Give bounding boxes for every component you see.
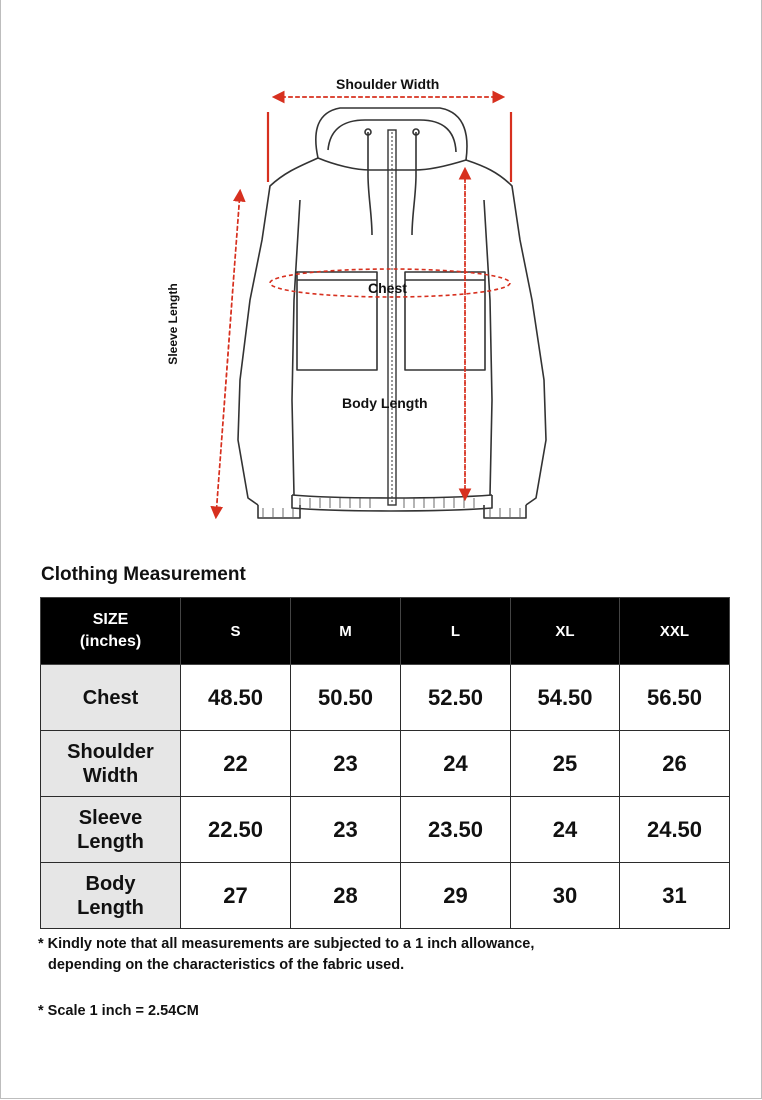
- body-length-label: Body Length: [342, 395, 428, 411]
- size-col-header: XXL: [620, 598, 730, 665]
- scale-note: * Scale 1 inch = 2.54CM: [38, 1003, 199, 1019]
- table-cell: 27: [181, 863, 291, 929]
- table-cell: 54.50: [511, 665, 620, 731]
- size-header-unit: (inches): [79, 633, 142, 650]
- size-col-header: XL: [511, 598, 620, 665]
- table-header-row: [41, 598, 730, 665]
- allowance-note-line1: * Kindly note that all measurements are subjected to a 1 inch allowance,: [38, 936, 535, 952]
- table-row: [41, 863, 730, 929]
- row-label: [41, 731, 181, 797]
- table-cell: 24: [401, 731, 511, 797]
- table-cell: 22.50: [181, 797, 291, 863]
- shoulder-width-label: Shoulder Width: [336, 76, 440, 92]
- table-cell: 23: [291, 797, 401, 863]
- table-cell: 31: [620, 863, 730, 929]
- table-cell: 48.50: [181, 665, 291, 731]
- table-cell: 28: [291, 863, 401, 929]
- row-label: [41, 665, 181, 731]
- row-label-text: Shoulder: [67, 740, 154, 763]
- section-title: Clothing Measurement: [41, 564, 246, 585]
- size-chart-table: [40, 597, 730, 929]
- table-cell: 50.50: [291, 665, 401, 731]
- table-cell: 52.50: [401, 665, 511, 731]
- table-row: [41, 797, 730, 863]
- table-row: [41, 731, 730, 797]
- row-label: [41, 863, 181, 929]
- table-row: [41, 665, 730, 731]
- table-cell: 29: [401, 863, 511, 929]
- table-cell: 24.50: [620, 797, 730, 863]
- row-label: [41, 797, 181, 863]
- row-label-text: Chest: [82, 686, 139, 709]
- size-header-label: SIZE: [92, 611, 129, 628]
- table-cell: 30: [511, 863, 620, 929]
- table-cell: 26: [620, 731, 730, 797]
- jacket-diagram: [0, 0, 762, 540]
- table-cell: 56.50: [620, 665, 730, 731]
- row-label-text: Width: [82, 764, 139, 787]
- table-cell: 24: [511, 797, 620, 863]
- chest-label: Chest: [368, 280, 407, 296]
- sleeve-length-label: Sleeve Length: [166, 283, 180, 365]
- row-label-text: Sleeve: [78, 806, 143, 829]
- size-col-header: L: [401, 598, 511, 665]
- size-col-header: S: [181, 598, 291, 665]
- table-cell: 22: [181, 731, 291, 797]
- row-label-text: Length: [77, 830, 144, 853]
- table-cell: 23.50: [401, 797, 511, 863]
- row-label-text: Body: [85, 872, 136, 895]
- size-col-header: M: [291, 598, 401, 665]
- size-header: [41, 598, 181, 665]
- allowance-note-line2: depending on the characteristics of the fabric used.: [48, 957, 405, 973]
- zipper: [388, 130, 396, 505]
- table-cell: 25: [511, 731, 620, 797]
- row-label-text: Length: [77, 896, 144, 919]
- allowance-note: [38, 934, 534, 976]
- table-cell: 23: [291, 731, 401, 797]
